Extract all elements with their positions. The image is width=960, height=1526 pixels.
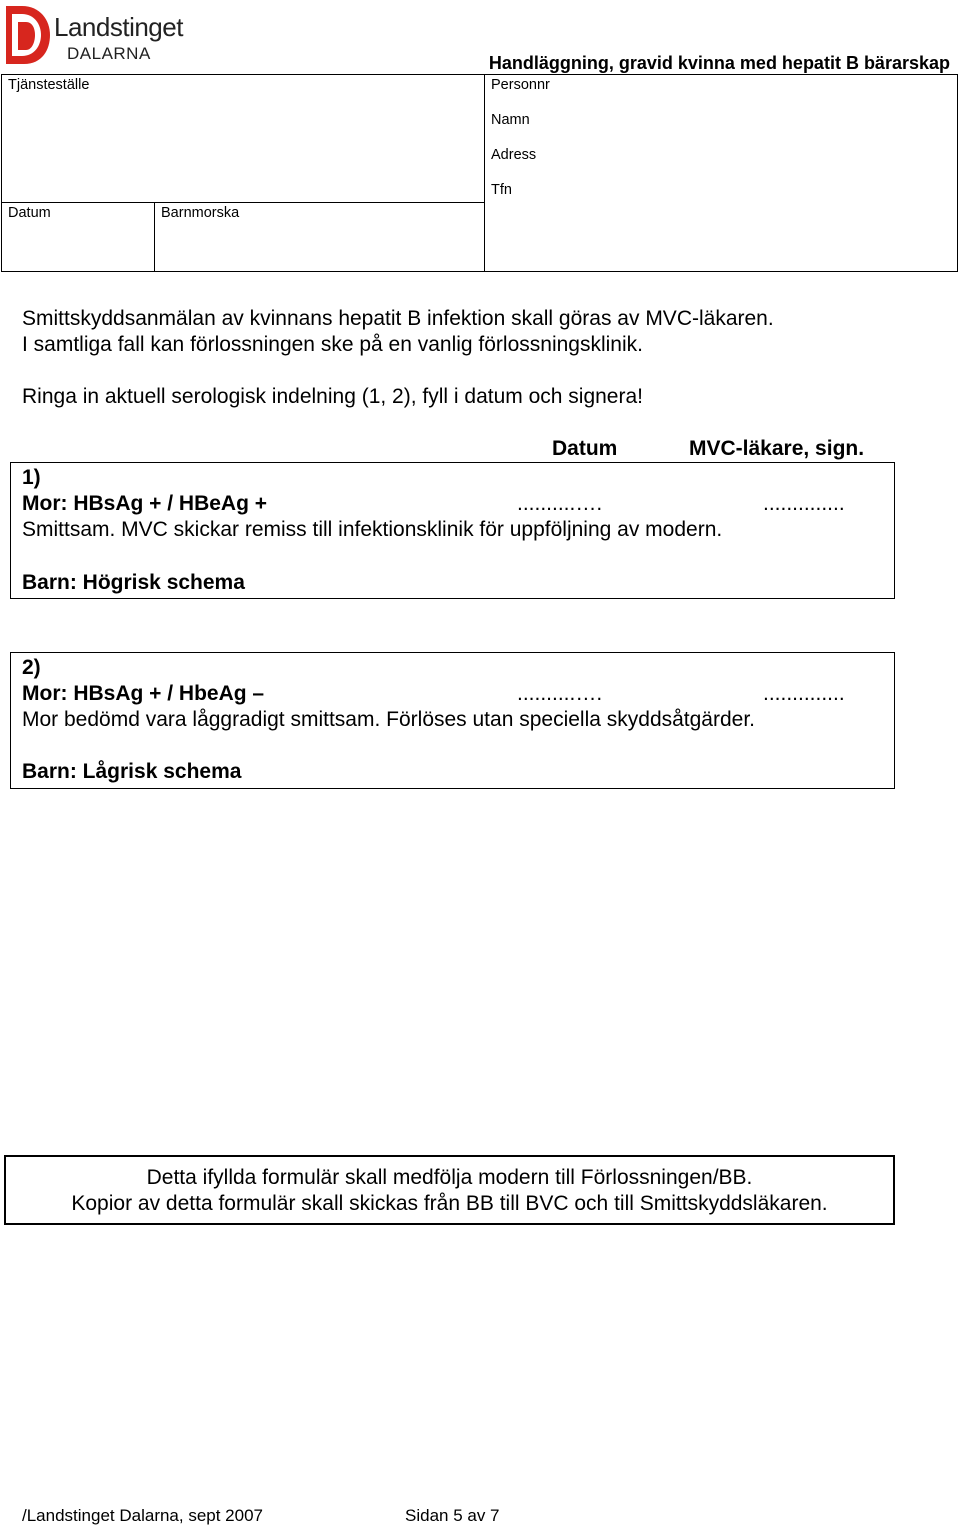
form-divider-horizontal [2,202,484,203]
footer-page-number: Sidan 5 av 7 [405,1506,500,1525]
instruction-text: Ringa in aktuell serologisk indelning (1, 2), fyll i datum och signera! [22,385,643,408]
datum-field-label[interactable]: Datum [8,205,51,221]
intro-line-1: Smittskyddsanmälan av kvinnans hepatit B infektion skall göras av MVC-läkaren. [22,307,774,330]
personnr-field-label[interactable]: Personnr [491,77,550,93]
logo-region: DALARNA [67,44,151,63]
tfn-field-label[interactable]: Tfn [491,182,512,198]
intro-line-2: I samtliga fall kan förlossningen ske på en vanlig förlossningsklinik. [22,333,643,356]
option-2-barn: Barn: Lågrisk schema [22,760,242,783]
adress-field-label[interactable]: Adress [491,147,537,163]
datum-column-header: Datum [552,437,618,460]
form-divider-vertical [484,75,485,271]
tjanstestalle-field-label[interactable]: Tjänsteställe [8,77,90,93]
notice-line-2: Kopior av detta formulär skall skickas från BB till BVC och till Smittskyddsläkaren. [71,1192,828,1215]
option-1-description: Smittsam. MVC skickar remiss till infektionsklinik för uppföljning av modern. [22,518,723,541]
namn-field-label[interactable]: Namn [491,112,530,128]
notice-line-1: Detta ifyllda formulär skall medfölja modern till Förlossningen/BB. [146,1166,753,1189]
option-2-sign-blank[interactable]: .............. [763,682,845,705]
option-2-description: Mor bedömd vara låggradigt smittsam. Förlöses utan speciella skyddsåtgärder. [22,708,756,731]
barnmorska-field-label[interactable]: Barnmorska [161,205,240,221]
landstinget-logo [4,4,183,66]
option-1-datum-blank[interactable]: ..........…. [517,492,603,515]
option-1-number: 1) [22,466,41,489]
option-1-barn: Barn: Högrisk schema [22,571,245,594]
option-2-datum-blank[interactable]: ..........…. [517,682,603,705]
option-1-mor: Mor: HBsAg + / HBeAg + [22,492,268,515]
document-title: Handläggning, gravid kvinna med hepatit B bärarskap [488,53,950,73]
footer-org: /Landstinget Dalarna, sept 2007 [22,1506,264,1525]
sign-column-header: MVC-läkare, sign. [689,437,865,460]
option-1-sign-blank[interactable]: .............. [763,492,845,515]
option-2-number: 2) [22,656,41,679]
option-2-mor: Mor: HBsAg + / HbeAg – [22,682,265,705]
patient-header-form [1,74,958,272]
form-divider-date [154,202,155,271]
logo-mark-icon [4,4,52,66]
notice-box [4,1155,895,1225]
logo-name: Landstinget [54,12,183,42]
